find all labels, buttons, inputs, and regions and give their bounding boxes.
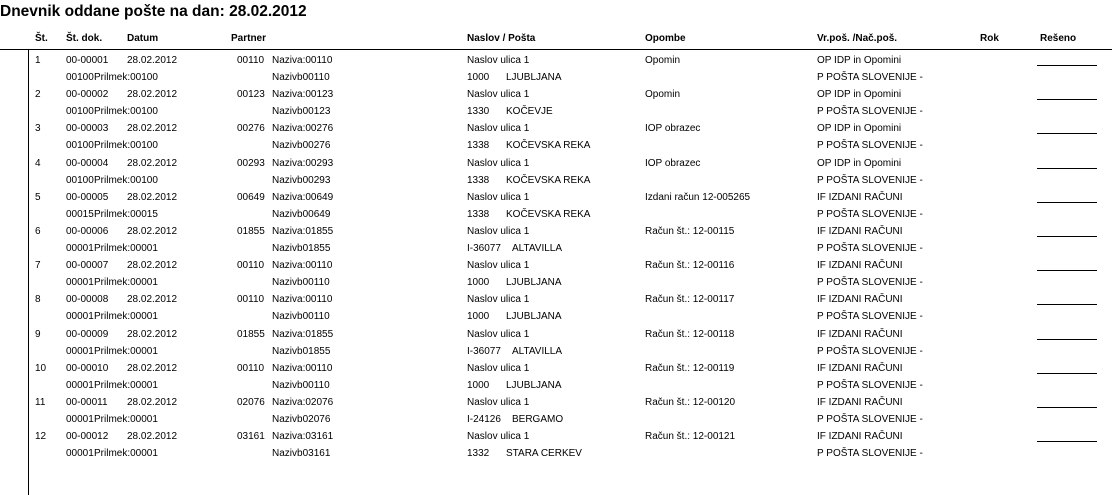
partner-code: 02076: [237, 396, 265, 408]
mail-method: P POŠTA SLOVENIJE -: [817, 174, 923, 186]
partner-name-b: Nazivb00110: [272, 277, 330, 289]
remarks: IOP obrazec: [645, 123, 701, 135]
post-code: 1000: [467, 72, 490, 83]
post-name: LJUBLJANA: [506, 277, 562, 289]
mail-type: OP IDP in Opomini: [817, 89, 902, 101]
post-name: KOČEVSKA REKA: [506, 140, 591, 152]
row-number: 8: [35, 294, 41, 306]
mail-method: P POŠTA SLOVENIJE -: [817, 345, 923, 357]
post-code: 1338: [467, 208, 490, 220]
prim-code: 00100: [66, 174, 94, 186]
prim-label: Prilmek:00001: [94, 242, 158, 254]
address-street: Naslov ulica 1: [467, 191, 530, 203]
address-street: Naslov ulica 1: [467, 396, 530, 408]
prim-code: 00015: [66, 208, 94, 220]
partner-name-b: Nazivb00110: [272, 72, 330, 83]
mail-method: P POŠTA SLOVENIJE -: [817, 277, 923, 289]
partner-name-b: Nazivb02076: [272, 413, 331, 425]
header-divider: [0, 49, 1112, 50]
mail-method: P POŠTA SLOVENIJE -: [817, 72, 923, 83]
document-date: 28.02.2012: [127, 396, 178, 408]
resolved-signature-line: [1037, 236, 1097, 237]
post-name: LJUBLJANA: [506, 311, 562, 323]
row-number: 6: [35, 225, 41, 237]
document-number: 00-00010: [66, 362, 109, 374]
prim-code: 00001: [66, 242, 94, 254]
header-opombe: Opombe: [645, 33, 686, 44]
document-number: 00-00005: [66, 191, 109, 203]
mail-type: IF IZDANI RAČUNI: [817, 294, 903, 306]
resolved-signature-line: [1037, 168, 1097, 169]
table-row: [0, 225, 1112, 259]
document-date: 28.02.2012: [127, 55, 178, 66]
header-datum: Datum: [127, 33, 159, 44]
document-date: 28.02.2012: [127, 260, 178, 272]
address-street: Naslov ulica 1: [467, 431, 530, 443]
resolved-signature-line: [1037, 339, 1097, 340]
table-row: [0, 54, 1112, 88]
post-code: 1338: [467, 174, 490, 186]
post-name: BERGAMO: [512, 413, 564, 425]
partner-name-b: Nazivb01855: [272, 345, 331, 357]
partner-code: 00123: [237, 89, 265, 101]
address-street: Naslov ulica 1: [467, 362, 530, 374]
partner-name-a: Naziva:01855: [272, 328, 334, 340]
report-title: Dnevnik oddane pošte na dan: 28.02.2012: [0, 3, 307, 20]
mail-method: P POŠTA SLOVENIJE -: [817, 140, 923, 152]
resolved-signature-line: [1037, 407, 1097, 408]
document-date: 28.02.2012: [127, 328, 178, 340]
remarks: Račun št.: 12-00119: [645, 362, 735, 374]
mail-method: P POŠTA SLOVENIJE -: [817, 448, 923, 460]
partner-code: 03161: [237, 431, 265, 443]
document-date: 28.02.2012: [127, 431, 178, 443]
partner-code: 00110: [237, 294, 265, 306]
document-number: 00-00004: [66, 157, 109, 169]
mail-type: IF IZDANI RAČUNI: [817, 396, 903, 408]
remarks: Račun št.: 12-00115: [645, 225, 735, 237]
partner-code: 00293: [237, 157, 265, 169]
partner-code: 00649: [237, 191, 265, 203]
prim-code: 00100: [66, 140, 94, 152]
resolved-signature-line: [1037, 65, 1097, 66]
document-number: 00-00006: [66, 225, 109, 237]
row-number: 12: [35, 431, 47, 443]
partner-name-a: Naziva:00649: [272, 191, 334, 203]
header-st-dok: Št. dok.: [66, 33, 103, 44]
partner-name-a: Naziva:00123: [272, 89, 334, 101]
row-number: 10: [35, 362, 47, 374]
partner-code: 00276: [237, 123, 265, 135]
row-number: 7: [35, 260, 41, 272]
remarks: Opomin: [645, 89, 681, 101]
resolved-signature-line: [1037, 133, 1097, 134]
remarks: Izdani račun 12-005265: [645, 191, 751, 203]
table-body: [0, 54, 1112, 464]
post-name: KOČEVSKA REKA: [506, 208, 591, 220]
post-name: LJUBLJANA: [506, 379, 562, 391]
table-row: [0, 328, 1112, 362]
resolved-signature-line: [1037, 304, 1097, 305]
prim-code: 00100: [66, 72, 94, 83]
row-number: 11: [35, 396, 46, 408]
prim-label: Prilmek:00001: [94, 379, 158, 391]
document-date: 28.02.2012: [127, 123, 178, 135]
prim-code: 00001: [66, 345, 94, 357]
document-date: 28.02.2012: [127, 294, 178, 306]
remarks: Račun št.: 12-00118: [645, 328, 735, 340]
prim-code: 00001: [66, 448, 94, 460]
post-name: ALTAVILLA: [512, 345, 563, 357]
partner-code: 00110: [237, 55, 265, 66]
post-code: 1000: [467, 311, 490, 323]
table-row: [0, 293, 1112, 327]
partner-name-a: Naziva:03161: [272, 431, 334, 443]
post-name: ALTAVILLA: [512, 242, 563, 254]
partner-name-b: Nazivb00276: [272, 140, 331, 152]
remarks: Račun št.: 12-00120: [645, 396, 736, 408]
document-number: 00-00008: [66, 294, 109, 306]
partner-code: 01855: [237, 225, 265, 237]
prim-label: Prilmek:00001: [94, 277, 158, 289]
partner-name-a: Naziva:01855: [272, 225, 334, 237]
mail-type: IF IZDANI RAČUNI: [817, 328, 903, 340]
address-street: Naslov ulica 1: [467, 260, 530, 272]
prim-label: Prilmek:00100: [94, 174, 158, 186]
partner-name-b: Nazivb01855: [272, 242, 331, 254]
prim-code: 00001: [66, 311, 94, 323]
resolved-signature-line: [1037, 202, 1097, 203]
document-date: 28.02.2012: [127, 157, 178, 169]
partner-name-b: Nazivb00110: [272, 311, 330, 323]
partner-name-a: Naziva:00110: [272, 260, 333, 272]
prim-label: Prilmek:00100: [94, 140, 158, 152]
resolved-signature-line: [1037, 270, 1097, 271]
resolved-signature-line: [1037, 441, 1097, 442]
row-number: 2: [35, 89, 41, 101]
table-row: [0, 122, 1112, 156]
document-date: 28.02.2012: [127, 362, 178, 374]
table-row: [0, 396, 1112, 430]
post-name: KOČEVSKA REKA: [506, 174, 591, 186]
header-partner: Partner: [231, 33, 267, 44]
document-number: 00-00009: [66, 328, 109, 340]
partner-code: 01855: [237, 328, 265, 340]
address-street: Naslov ulica 1: [467, 294, 530, 306]
partner-name-b: Nazivb03161: [272, 448, 331, 460]
post-code: 1000: [467, 277, 490, 289]
document-number: 00-00011: [66, 396, 108, 408]
table-row: [0, 259, 1112, 293]
document-number: 00-00003: [66, 123, 109, 135]
remarks: Račun št.: 12-00116: [645, 260, 735, 272]
post-code: I-36077: [467, 242, 501, 254]
address-street: Naslov ulica 1: [467, 89, 530, 101]
post-code: 1330: [467, 106, 490, 118]
mail-type: IF IZDANI RAČUNI: [817, 431, 903, 443]
partner-name-a: Naziva:00293: [272, 157, 334, 169]
partner-name-b: Nazivb00649: [272, 208, 331, 220]
table-row: [0, 88, 1112, 122]
partner-name-b: Nazivb00293: [272, 174, 331, 186]
mail-type: IF IZDANI RAČUNI: [817, 191, 903, 203]
address-street: Naslov ulica 1: [467, 55, 530, 66]
resolved-signature-line: [1037, 373, 1097, 374]
document-number: 00-00001: [66, 55, 109, 66]
prim-label: Prilmek:00015: [94, 208, 158, 220]
prim-label: Prilmek:00100: [94, 106, 158, 118]
address-street: Naslov ulica 1: [467, 225, 530, 237]
document-number: 00-00002: [66, 89, 109, 101]
partner-name-a: Naziva:02076: [272, 396, 334, 408]
address-street: Naslov ulica 1: [467, 328, 530, 340]
prim-code: 00001: [66, 413, 94, 425]
table-row: [0, 191, 1112, 225]
partner-name-b: Nazivb00123: [272, 106, 331, 118]
prim-label: Prilmek:00001: [94, 311, 158, 323]
post-name: LJUBLJANA: [506, 72, 562, 83]
table-header: [0, 33, 1112, 47]
mail-type: OP IDP in Opomini: [817, 55, 902, 66]
header-st: Št.: [35, 33, 48, 44]
mail-method: P POŠTA SLOVENIJE -: [817, 379, 923, 391]
header-rok: Rok: [980, 33, 999, 44]
mail-type: IF IZDANI RAČUNI: [817, 225, 903, 237]
mail-type: OP IDP in Opomini: [817, 123, 902, 135]
mail-method: P POŠTA SLOVENIJE -: [817, 413, 923, 425]
prim-label: Prilmek:00100: [94, 72, 158, 83]
prim-code: 00001: [66, 379, 94, 391]
table-row: [0, 157, 1112, 191]
mail-method: P POŠTA SLOVENIJE -: [817, 311, 923, 323]
prim-code: 00001: [66, 277, 94, 289]
document-number: 00-00012: [66, 431, 109, 443]
prim-label: Prilmek:00001: [94, 345, 158, 357]
post-name: KOČEVJE: [506, 106, 553, 118]
partner-name-a: Naziva:00110: [272, 362, 333, 374]
partner-name-a: Naziva:00276: [272, 123, 334, 135]
mail-method: P POŠTA SLOVENIJE -: [817, 208, 923, 220]
address-street: Naslov ulica 1: [467, 123, 530, 135]
prim-label: Prilmek:00001: [94, 413, 158, 425]
remarks: IOP obrazec: [645, 157, 701, 169]
row-number: 9: [35, 328, 41, 340]
header-reseno: Rešeno: [1040, 33, 1077, 44]
post-code: I-36077: [467, 345, 501, 357]
post-code: 1000: [467, 379, 490, 391]
address-street: Naslov ulica 1: [467, 157, 530, 169]
document-number: 00-00007: [66, 260, 109, 272]
row-number: 4: [35, 157, 41, 169]
header-vrpos: Vr.poš. /Nač.poš.: [817, 33, 898, 44]
table-row: [0, 430, 1112, 464]
mail-type: OP IDP in Opomini: [817, 157, 902, 169]
document-date: 28.02.2012: [127, 225, 178, 237]
mail-method: P POŠTA SLOVENIJE -: [817, 106, 923, 118]
partner-code: 00110: [237, 260, 265, 272]
prim-label: Prilmek:00001: [94, 448, 158, 460]
resolved-signature-line: [1037, 99, 1097, 100]
table-row: [0, 362, 1112, 396]
document-date: 28.02.2012: [127, 89, 178, 101]
row-number: 5: [35, 191, 41, 203]
row-number: 3: [35, 123, 41, 135]
post-code: 1338: [467, 140, 490, 152]
mail-method: P POŠTA SLOVENIJE -: [817, 242, 923, 254]
partner-code: 00110: [237, 362, 265, 374]
post-code: 1332: [467, 448, 490, 460]
partner-name-a: Naziva:00110: [272, 55, 333, 66]
partner-name-b: Nazivb00110: [272, 379, 330, 391]
document-date: 28.02.2012: [127, 191, 178, 203]
remarks: Opomin: [645, 55, 681, 66]
post-code: I-24126: [467, 413, 501, 425]
remarks: Račun št.: 12-00117: [645, 294, 735, 306]
header-naslov: Naslov / Pošta: [467, 33, 536, 44]
mail-type: IF IZDANI RAČUNI: [817, 260, 903, 272]
post-name: STARA CERKEV: [506, 448, 582, 460]
partner-name-a: Naziva:00110: [272, 294, 333, 306]
remarks: Račun št.: 12-00121: [645, 431, 736, 443]
row-number: 1: [35, 55, 41, 66]
mail-type: IF IZDANI RAČUNI: [817, 362, 903, 374]
prim-code: 00100: [66, 106, 94, 118]
